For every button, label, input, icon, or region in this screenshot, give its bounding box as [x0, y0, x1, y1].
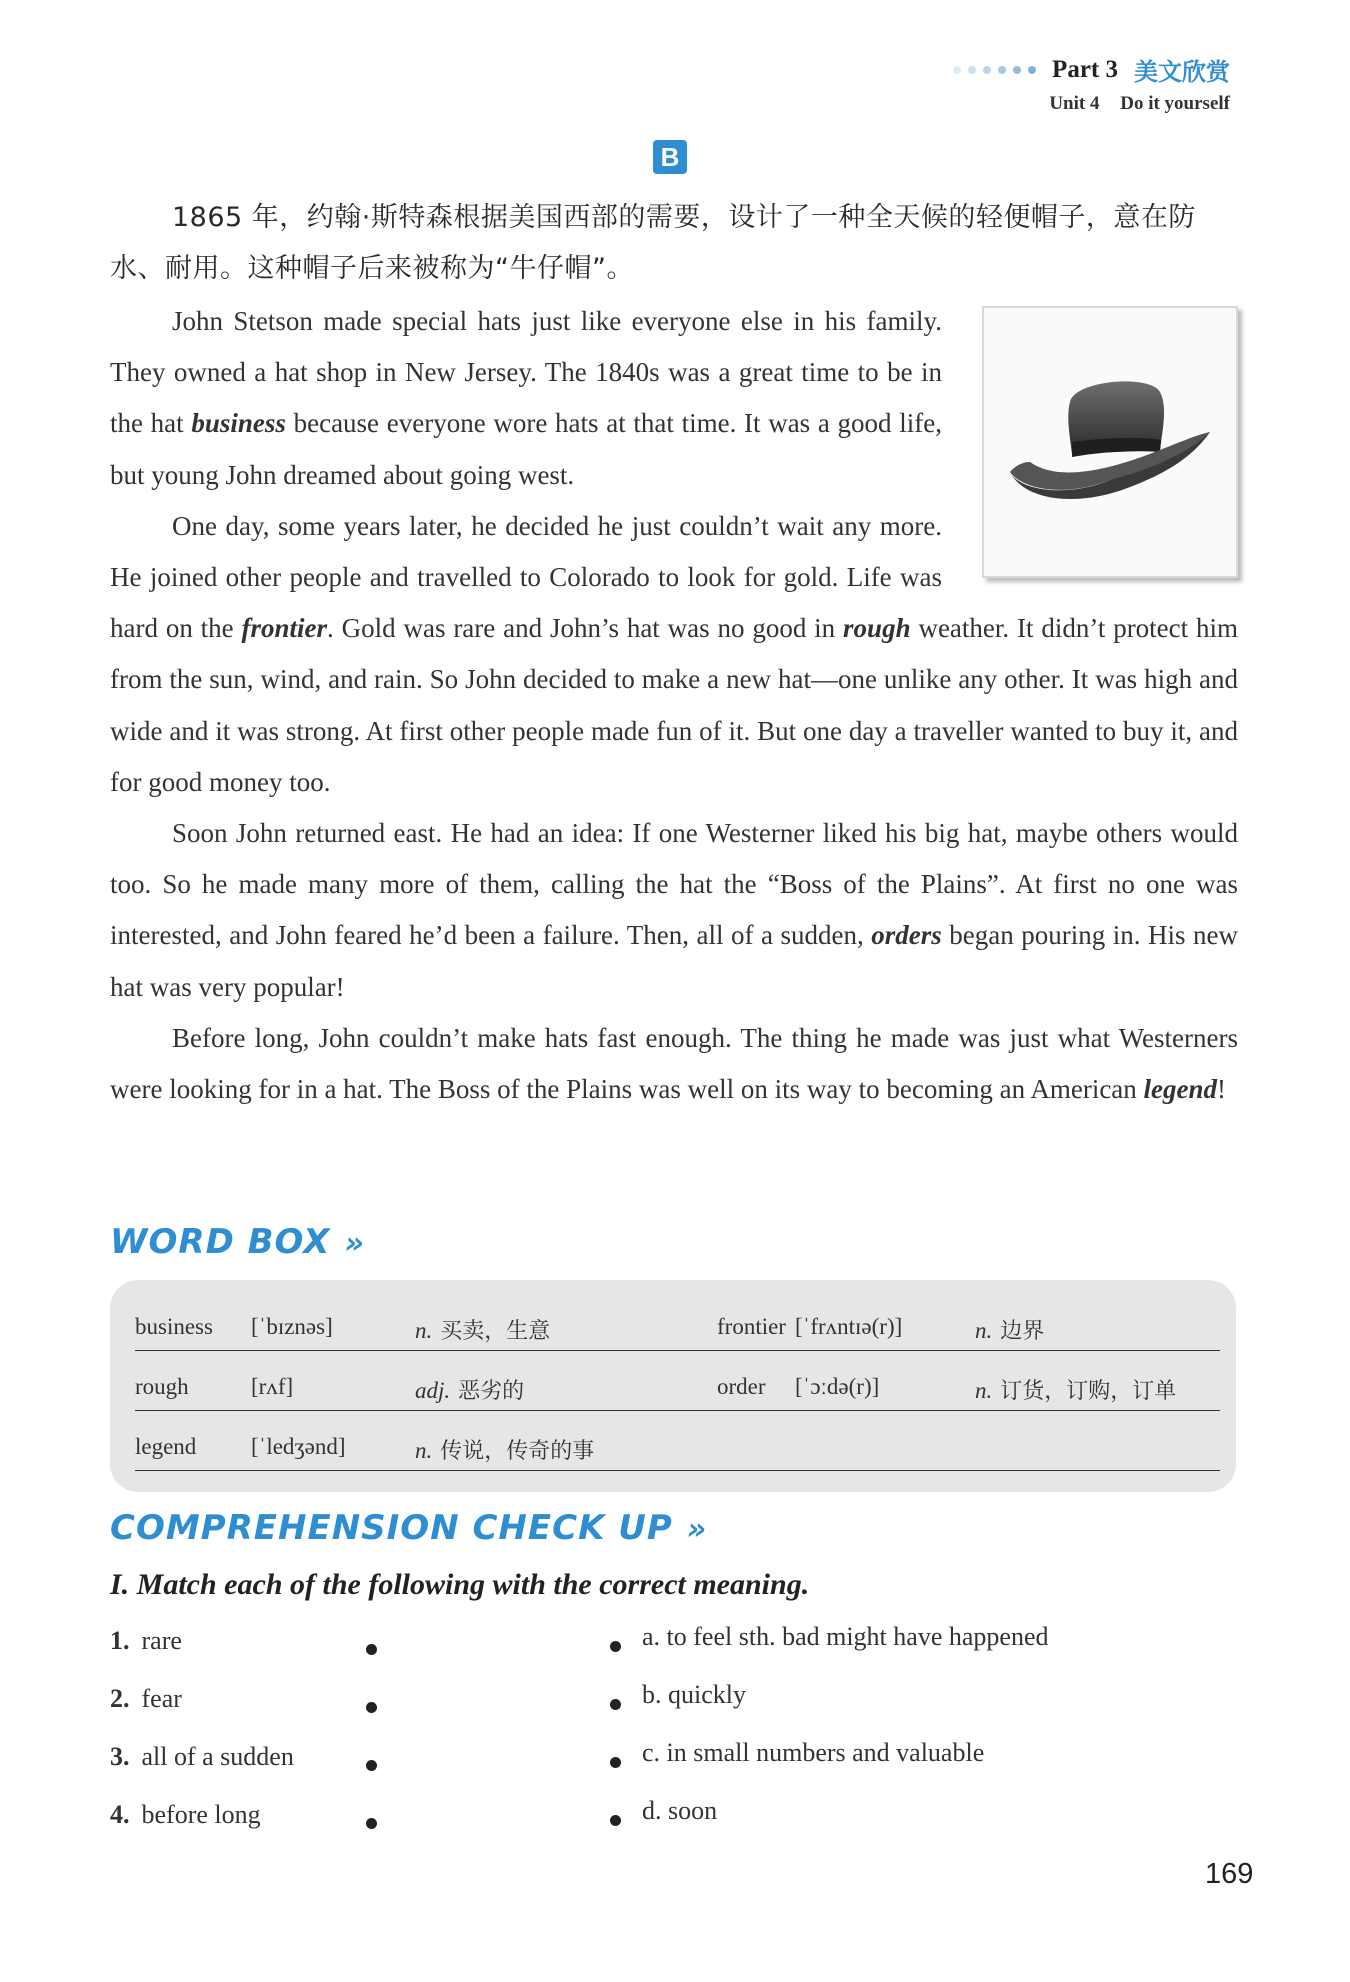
page-header [953, 52, 1230, 115]
word-box-heading: WORD BOX » [110, 1222, 365, 1262]
match-right-item: c. in small numbers and valuable [642, 1738, 985, 1767]
double-chevron-icon: » [686, 1512, 708, 1547]
match-dot-right-b[interactable] [610, 1699, 621, 1710]
double-chevron-icon: » [344, 1226, 365, 1261]
phonetic: [ˈɔːdə(r)] [795, 1374, 880, 1399]
unit-label: Unit 4 [1049, 93, 1100, 114]
word-box [110, 1280, 1236, 1492]
word-row: business [ˈbɪznəs] n. 买卖，生意 frontier [ˈfrʌntɪə(r)] n. 边界 [135, 1292, 1220, 1351]
phonetic: [ˈbɪznəs] [251, 1314, 333, 1339]
keyword-business: business [191, 408, 286, 439]
chinese-intro: 1865 年，约翰·斯特森根据美国西部的需要，设计了一种全天候的轻便帽子，意在防水、耐用。这种帽子后来被称为“牛仔帽”。 [110, 202, 1196, 284]
reading-passage [110, 296, 1238, 1115]
section-b-badge: B [653, 140, 687, 174]
match-left-item: 3. all of a sudden [110, 1742, 294, 1771]
keyword-orders: orders [871, 920, 942, 951]
meaning-cn: 边界 [1000, 1319, 1045, 1344]
keyword-legend: legend [1143, 1074, 1218, 1105]
match-dot-left-3[interactable] [366, 1760, 377, 1771]
keyword-frontier: frontier [241, 613, 328, 644]
word: legend [135, 1434, 197, 1459]
match-left-item: 1. rare [110, 1626, 182, 1655]
match-dot-left-1[interactable] [366, 1644, 377, 1655]
decorative-dots [953, 66, 1036, 74]
match-right-item: b. quickly [642, 1680, 746, 1709]
match-right-item: a. to feel sth. bad might have happened [642, 1622, 1049, 1651]
phonetic: [ˈledʒənd] [251, 1434, 346, 1459]
match-dot-right-d[interactable] [610, 1815, 621, 1826]
word: rough [135, 1374, 189, 1399]
match-dot-left-2[interactable] [366, 1702, 377, 1713]
part-title-cn: 美文欣赏 [1134, 58, 1230, 86]
paragraph-4: Before long, John couldn’t make hats fast enough. The thing he made was just what Westerners were looking for in a hat. The Boss of the Plains was well on its way to becoming an American legend! [110, 1022, 1238, 1105]
match-dot-right-a[interactable] [610, 1641, 621, 1652]
word-row: rough [rʌf] adj. 恶劣的 order [ˈɔːdə(r)] n. 订货，订购，订单 [135, 1352, 1220, 1411]
paragraph-3: Soon John returned east. He had an idea: If one Westerner liked his big hat, maybe others would too. So he made many more of them, calling the hat the “Boss of the Plains”. At first no one was interested, and John feared he’d been a failure. Then, all of a sudden, orders began pouring in. His new hat was very popular! [110, 818, 1239, 1002]
paragraph-2: One day, some years later, he decided he just couldn’t wait any more. He joined other people and travelled to Colorado to look for gold. Life was hard on the frontier. Gold was rare and John’s hat was no good in rough weather. It didn’t protect him from the sun, wind, and rain. So John decided to make a new hat—one unlike any other. It was high and wide and it was strong. At first other people made fun of it. But one day a traveller wanted to buy it, and for good money too. [110, 510, 1239, 797]
part-label: Part 3 [1052, 55, 1118, 83]
page-number: 169 [1205, 1858, 1254, 1890]
exercise-instruction: I. Match each of the following with the correct meaning. [110, 1568, 810, 1601]
meaning-cn: 买卖，生意 [440, 1319, 551, 1344]
comprehension-heading: COMPREHENSION CHECK UP » [110, 1508, 708, 1548]
match-left-item: 4. before long [110, 1800, 261, 1829]
match-dot-left-4[interactable] [366, 1818, 377, 1829]
phonetic: [ˈfrʌntɪə(r)] [795, 1314, 903, 1339]
paragraph-1: John Stetson made special hats just like everyone else in his family. They owned a hat shop in New Jersey. The 1840s was a great time to be in the hat business because everyone wore hats at that time. It was a good life, but young John dreamed about going west. [110, 306, 942, 490]
hat-icon [1000, 362, 1220, 522]
meaning-cn: 恶劣的 [458, 1379, 525, 1404]
word-row: legend [ˈledʒənd] n. 传说，传奇的事 [135, 1412, 1220, 1471]
word: order [717, 1374, 766, 1399]
keyword-rough: rough [843, 613, 911, 644]
section-label: Do it yourself [1120, 93, 1230, 114]
meaning-cn: 订货，订购，订单 [1000, 1379, 1177, 1404]
match-left-item: 2. fear [110, 1684, 182, 1713]
word: frontier [717, 1314, 786, 1339]
match-right-item: d. soon [642, 1796, 718, 1825]
cowboy-hat-image [982, 306, 1238, 578]
word: business [135, 1314, 213, 1339]
meaning-cn: 传说，传奇的事 [440, 1439, 595, 1464]
phonetic: [rʌf] [251, 1374, 294, 1399]
match-dot-right-c[interactable] [610, 1757, 621, 1768]
